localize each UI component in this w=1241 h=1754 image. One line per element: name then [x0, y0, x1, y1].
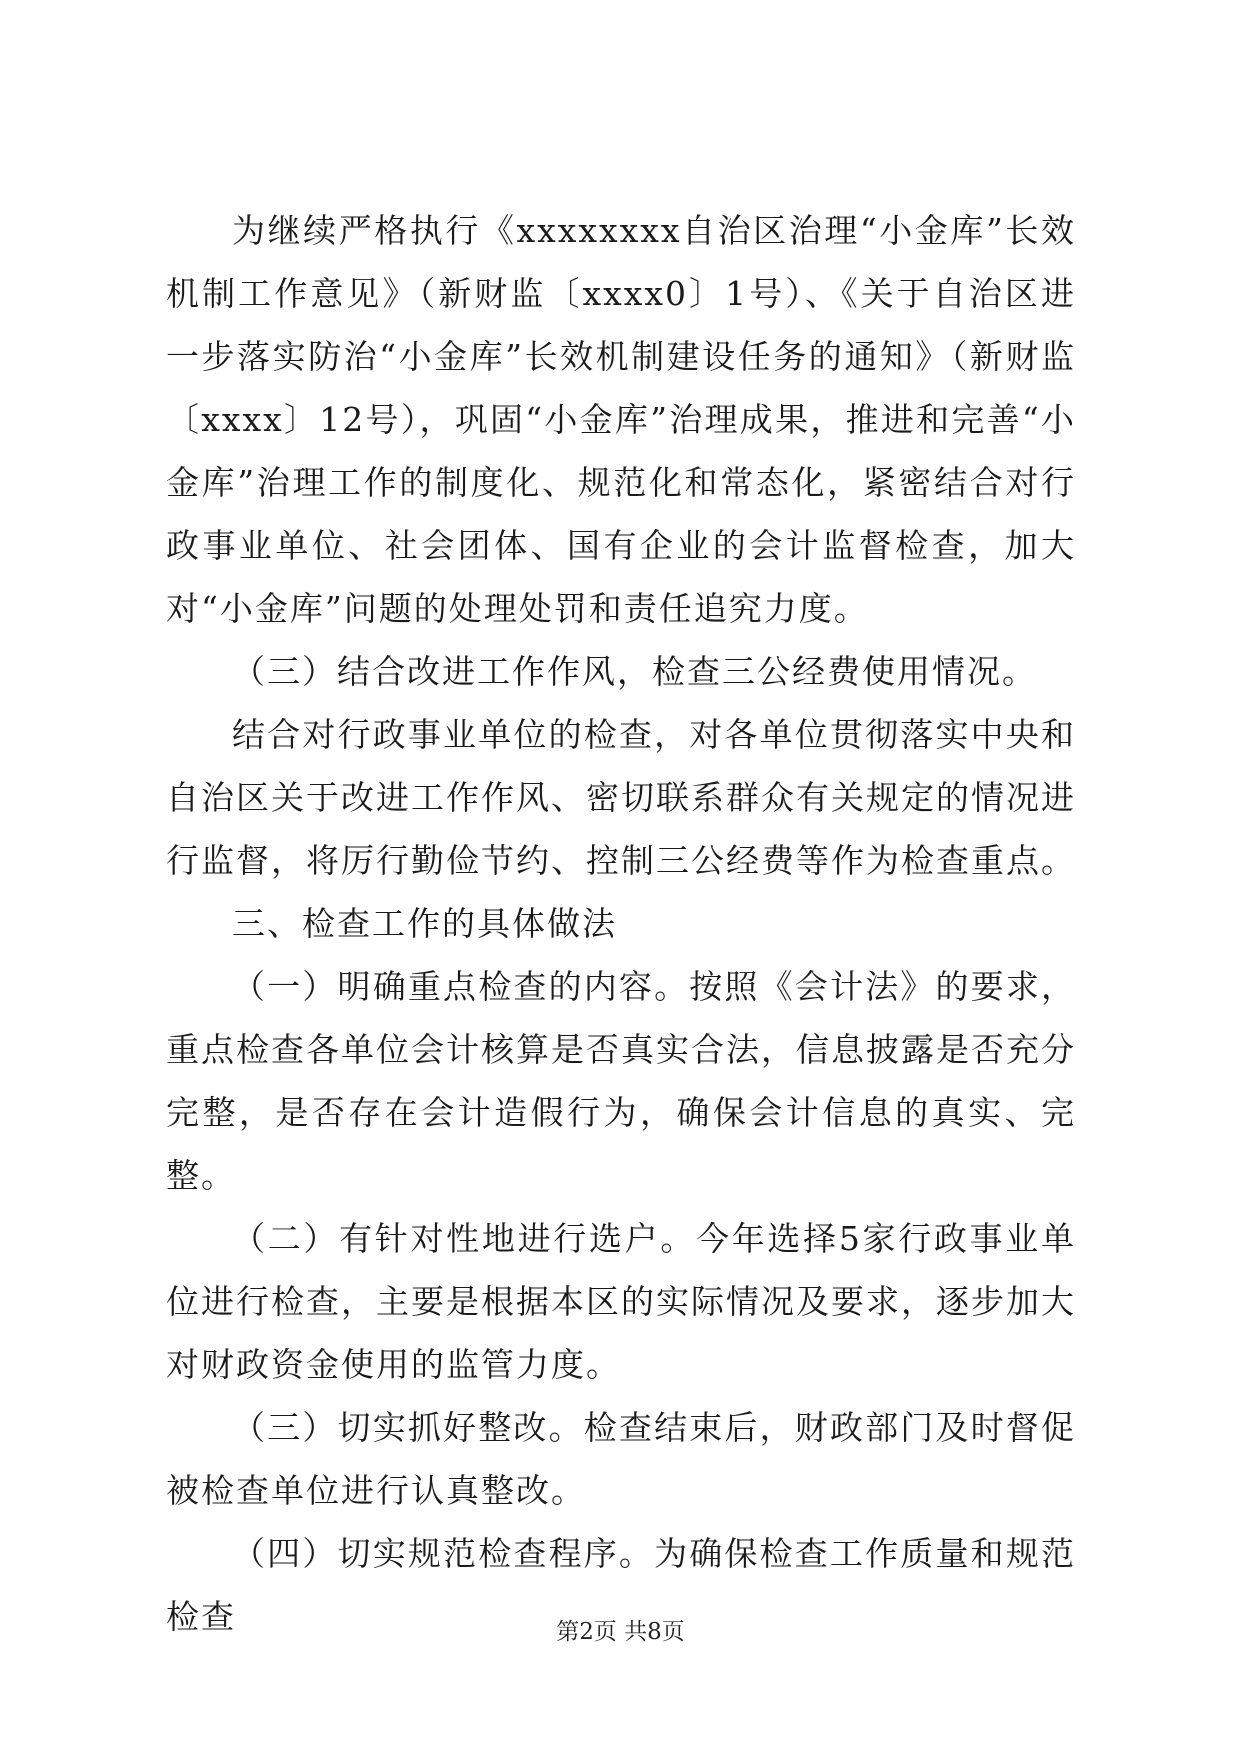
- paragraph-selection: （二）有针对性地进行选户。今年选择5家行政事业单位进行检查，主要是根据本区的实际情况及要求，逐步加大对财政资金使用的监管力度。: [166, 1219, 1076, 1384]
- paragraph-heading-sangong-funds: （三）结合改进工作作风，检查三公经费使用情况。: [232, 652, 1037, 691]
- paragraph-inspection-procedure: （四）切实规范检查程序。为确保检查工作质量和规范检查: [166, 1534, 1076, 1636]
- paragraph-work-style-supervision: 结合对行政事业单位的检查，对各单位贯彻落实中央和自治区关于改进工作作风、密切联系群众有关规定的情况进行监督，将厉行勤俭节约、控制三公经费等作为检查重点。: [166, 715, 1076, 880]
- paragraph-rectification: （三）切实抓好整改。检查结束后，财政部门及时督促被检查单位进行认真整改。: [166, 1408, 1076, 1510]
- paragraph-inspection-content: （一）明确重点检查的内容。按照《会计法》的要求，重点检查各单位会计核算是否真实合法，信息披露是否充分完整，是否存在会计造假行为，确保会计信息的真实、完整。: [166, 967, 1076, 1195]
- document-body: [166, 199, 1076, 1648]
- paragraph-xiaojinku-mechanism: 为继续严格执行《xxxxxxxx自治区治理“小金库”长效机制工作意见》（新财监〔xxxx0〕1号）、《关于自治区进一步落实防治“小金库”长效机制建设任务的通知》（新财监〔xxxx〕12号），巩固“小金库”治理成果，推进和完善“小金库”治理工作的制度化、规范化和常态化，紧密结合对行政事业单位、社会团体、国有企业的会计监督检查，加大对“小金库”问题的处理处罚和责任追究力度。: [166, 211, 1076, 628]
- section-heading-specific-methods: 三、检查工作的具体做法: [232, 904, 617, 943]
- page-number-footer: 第2页 共8页: [556, 1619, 685, 1645]
